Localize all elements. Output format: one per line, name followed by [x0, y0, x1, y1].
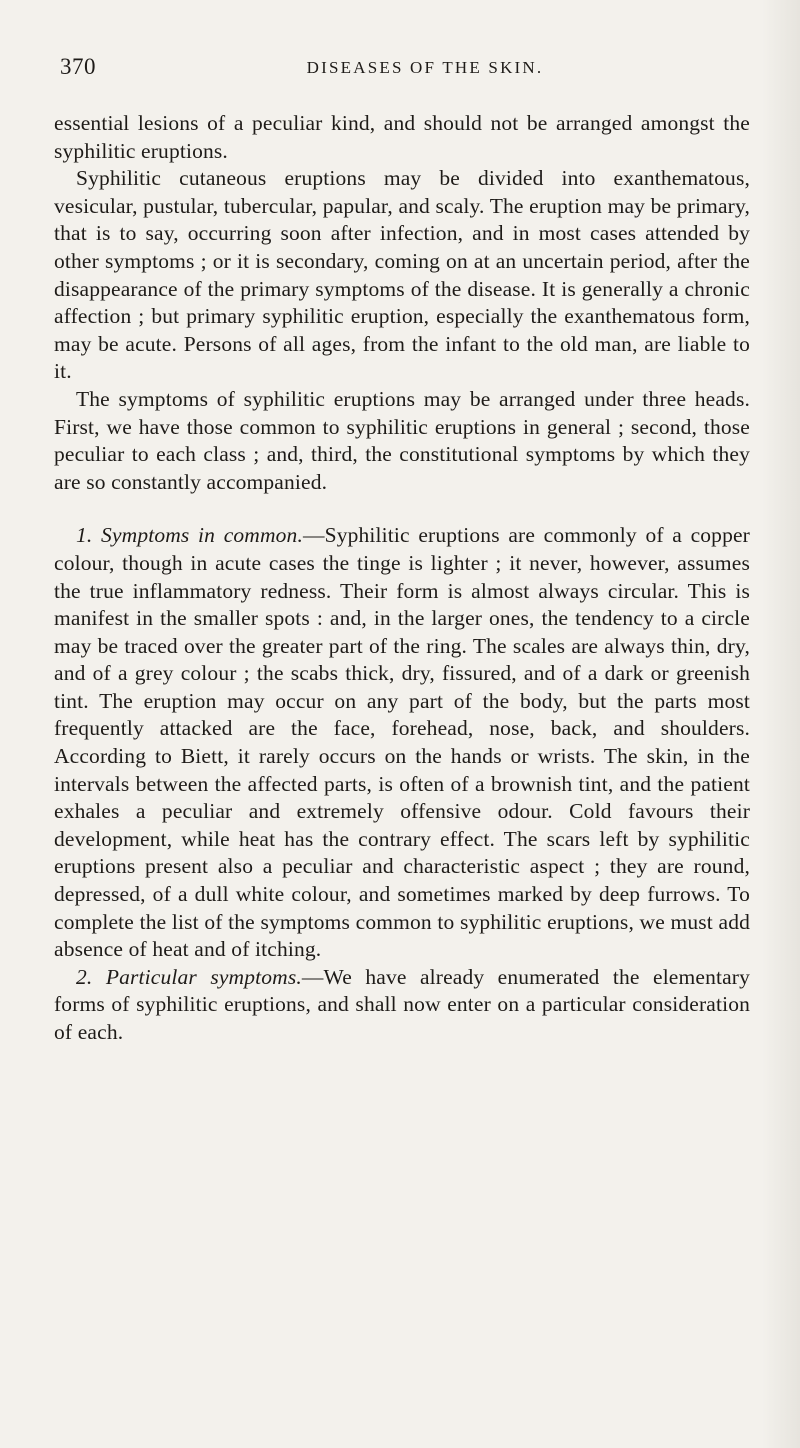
paragraph-symptom-heads: The symptoms of syphilitic eruptions may be arranged under three heads. First, we have those common to syphilitic eruptions in general ; second, those peculiar to each class ; and, third, the constitutional symptoms by which they are so constantly accompanied.	[54, 386, 750, 494]
section-text-symptoms-in-common: —Syphilitic eruptions are commonly of a copper colour, though in acute cases the tinge is lighter ; it never, however, assumes the true inflammatory redness. Their form is almost always circular. This is manifest in the smaller spots : and, in the larger ones, the tendency to a circle may be traced over the greater part of the ring. The scales are always thin, dry, and of a grey colour ; the scabs thick, dry, fissured, and of a dark or greenish tint. The eruption may occur on any part of the body, but the parts most frequently attacked are the face, forehead, nose, back, and shoulders. According to Biett, it rarely occurs on the hands or wrists. The skin, in the intervals between the affected parts, is often of a brownish tint, and the patient exhales a peculiar and extremely offensive odour. Cold favours their development, while heat has the contrary effect. The scars left by syphilitic eruptions present also a peculiar and characteristic aspect ; they are round, depressed, of a dull white colour, and sometimes marked by deep furrows. To complete the list of the symptoms common to syphilitic eruptions, we must add absence of heat and of itching.	[54, 523, 750, 962]
section-heading-particular-symptoms: 2. Particular symptoms.	[76, 964, 302, 989]
page-edge-shadow	[762, 0, 800, 1448]
page-number: 370	[60, 54, 96, 79]
section-symptoms-in-common	[54, 522, 750, 964]
page-header	[60, 48, 750, 88]
section-text-particular-symptoms: —We have already enumerated the elementary forms of syphilitic eruptions, and shall now enter on a particular consideration of each.	[54, 964, 750, 1044]
running-head: DISEASES OF THE SKIN.	[306, 58, 544, 77]
paragraph-classification: Syphilitic cutaneous eruptions may be divided into exanthematous, vesicular, pustular, tubercular, papular, and scaly. The eruption may be primary, that is to say, occurring soon after infection, and in most cases attended by other symptoms ; or it is secondary, coming on at an uncertain period, after the disappearance of the primary symptoms of the disease. It is generally a chronic affection ; but primary syphilitic eruption, especially the exanthematous form, may be acute. Persons of all ages, from the infant to the old man, are liable to it.	[54, 166, 750, 384]
body-text	[54, 110, 750, 1047]
section-particular-symptoms	[54, 964, 750, 1047]
paragraph-continuation: essential lesions of a peculiar kind, and should not be arranged amongst the syphilitic eruptions.	[54, 111, 750, 163]
section-heading-symptoms-in-common: 1. Symptoms in common.	[76, 523, 303, 548]
section-spacer	[54, 496, 750, 522]
